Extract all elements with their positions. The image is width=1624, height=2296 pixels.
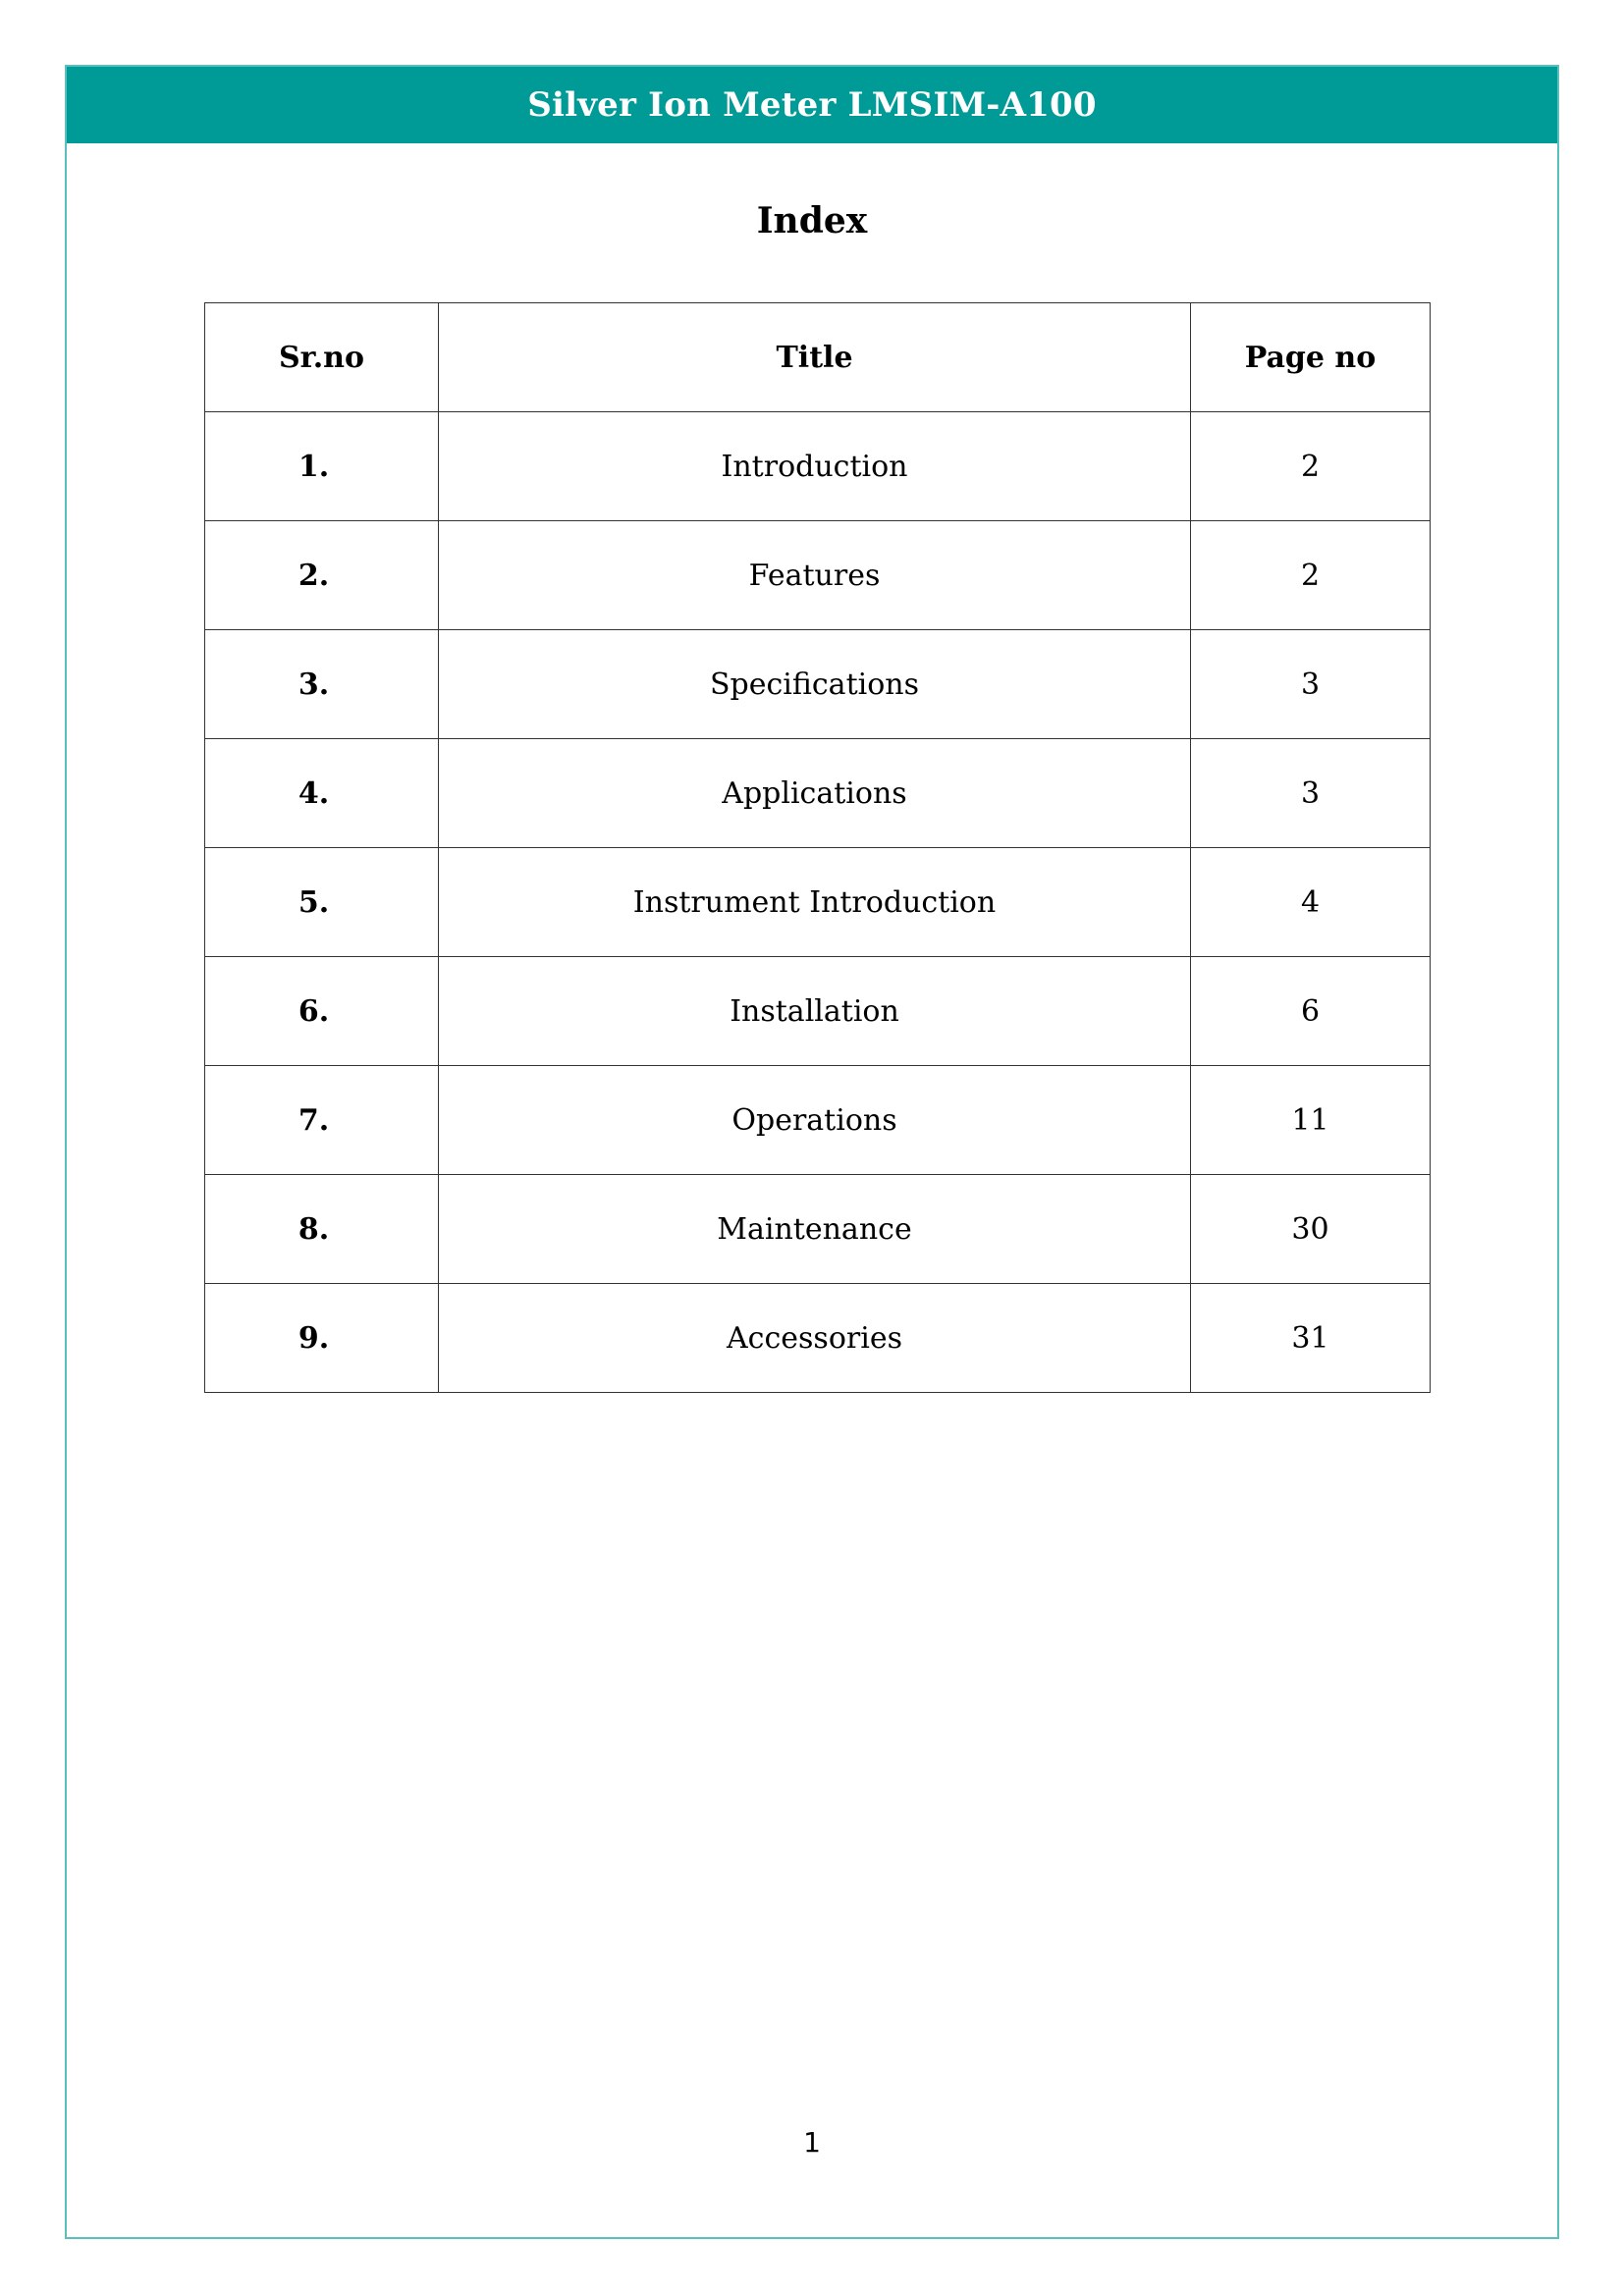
row-sr-no: 4. [205, 739, 439, 848]
column-header-sr-no: Sr.no [205, 303, 439, 412]
row-page-no: 3 [1191, 739, 1431, 848]
table-row [205, 1284, 1431, 1393]
row-sr-no: 1. [205, 412, 439, 521]
row-sr-no: 9. [205, 1284, 439, 1393]
row-page-no: 4 [1191, 848, 1431, 957]
document-title: Silver Ion Meter LMSIM-A100 [527, 85, 1097, 125]
header-bar [67, 67, 1557, 143]
row-title: Instrument Introduction [439, 848, 1191, 957]
row-sr-no: 5. [205, 848, 439, 957]
row-page-no: 6 [1191, 957, 1431, 1066]
row-sr-no: 6. [205, 957, 439, 1066]
row-page-no: 30 [1191, 1175, 1431, 1284]
row-sr-no: 7. [205, 1066, 439, 1175]
row-title: Operations [439, 1066, 1191, 1175]
page-number: 1 [803, 2126, 821, 2159]
row-title: Maintenance [439, 1175, 1191, 1284]
index-heading: Index [756, 200, 868, 241]
table-row [205, 1066, 1431, 1175]
row-page-no: 11 [1191, 1066, 1431, 1175]
row-page-no: 2 [1191, 521, 1431, 630]
row-sr-no: 2. [205, 521, 439, 630]
row-title: Applications [439, 739, 1191, 848]
column-header-title: Title [439, 303, 1191, 412]
row-title: Specifications [439, 630, 1191, 739]
row-sr-no: 8. [205, 1175, 439, 1284]
index-table [204, 302, 1431, 1393]
table-row [205, 739, 1431, 848]
table-row [205, 848, 1431, 957]
page-frame [65, 65, 1559, 2239]
table-row [205, 521, 1431, 630]
table-row [205, 412, 1431, 521]
column-header-page-no: Page no [1191, 303, 1431, 412]
table-row [205, 630, 1431, 739]
row-page-no: 31 [1191, 1284, 1431, 1393]
row-title: Installation [439, 957, 1191, 1066]
table-row [205, 957, 1431, 1066]
row-title: Features [439, 521, 1191, 630]
row-title: Introduction [439, 412, 1191, 521]
table-row [205, 1175, 1431, 1284]
row-title: Accessories [439, 1284, 1191, 1393]
row-page-no: 3 [1191, 630, 1431, 739]
row-sr-no: 3. [205, 630, 439, 739]
table-header-row [205, 303, 1431, 412]
row-page-no: 2 [1191, 412, 1431, 521]
